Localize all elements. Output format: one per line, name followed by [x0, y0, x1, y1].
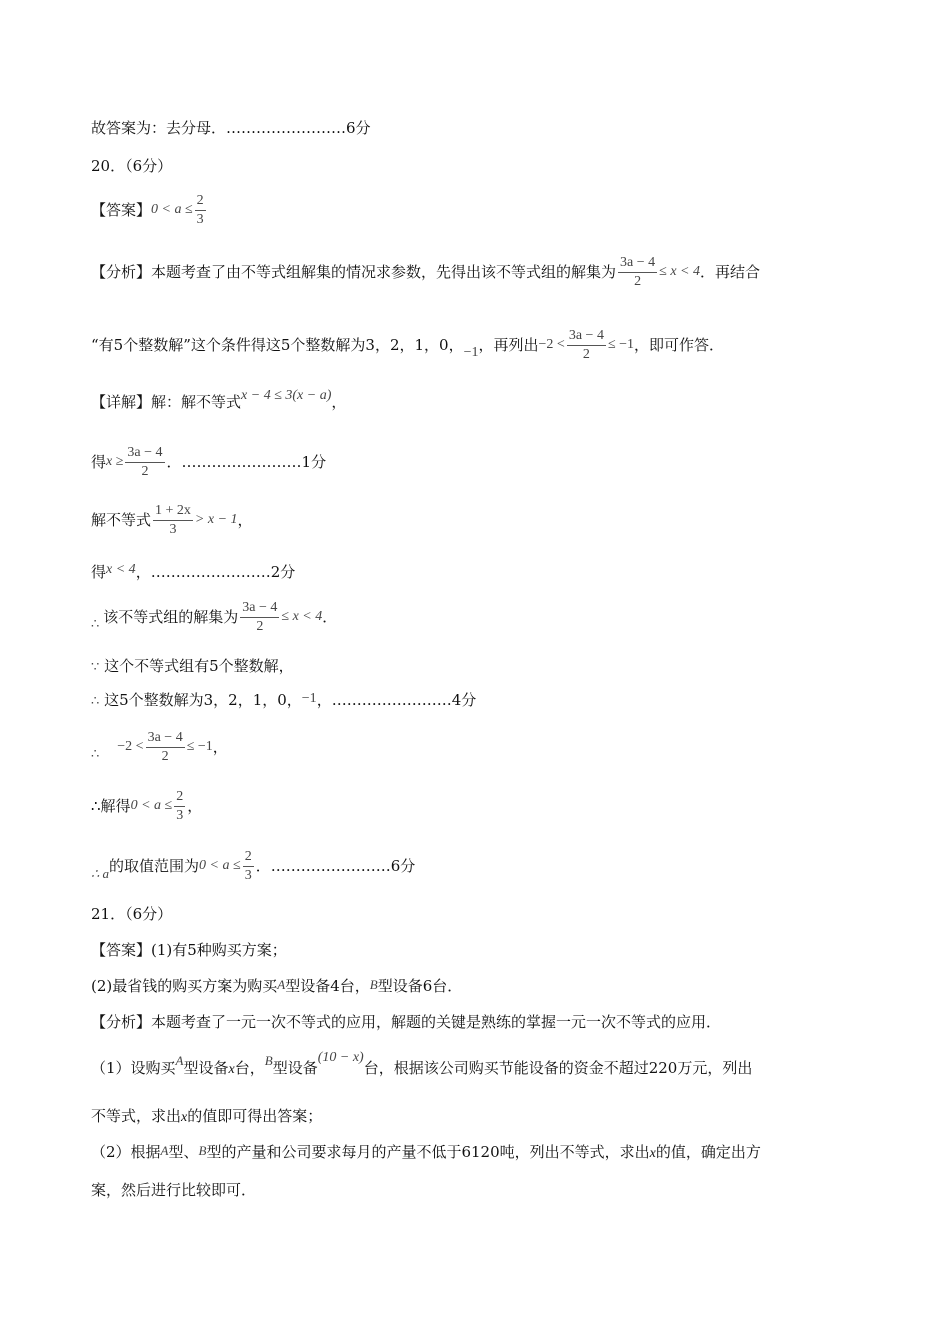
var-x: x	[649, 1146, 656, 1161]
analysis-inequality-right: ≤ −1	[607, 337, 635, 352]
q20-step6	[91, 690, 476, 712]
fraction-numerator: 3a − 4	[146, 729, 185, 748]
therefore-symbol: ∴	[91, 617, 100, 632]
step-fraction	[243, 848, 254, 885]
step-inequality: 0 < a ≤	[130, 798, 173, 813]
step-fraction	[240, 599, 279, 636]
punctuation: ，	[331, 393, 347, 411]
fraction-numerator: 2	[243, 848, 254, 867]
punctuation: ，	[212, 738, 228, 756]
step-inequality: ≤ x < 4	[281, 609, 323, 624]
neg-one: −1	[301, 691, 317, 706]
answer-text: 型设备6台．	[377, 977, 463, 995]
analysis-inequality: ≤ x < 4	[659, 264, 700, 279]
step-inequality-right: ≤ −1	[186, 739, 213, 754]
fraction-numerator: 2	[195, 192, 206, 211]
punctuation: ，	[187, 797, 203, 815]
detail-text: 解：解不等式	[151, 393, 242, 411]
answer-label: 【答案】	[91, 941, 152, 959]
analysis-text: 本题考查了一元一次不等式的应用，解题的关键是熟练的掌握一元一次不等式的应用．	[151, 1013, 722, 1031]
therefore-a-symbol: ∴ a	[91, 866, 110, 881]
answer-label: 【答案】	[91, 201, 152, 219]
step-inequality: x < 4	[106, 562, 136, 577]
therefore-symbol: ∴	[91, 747, 100, 762]
step-text: 解得	[100, 797, 131, 815]
step-text: 解不等式	[91, 511, 152, 529]
analysis-text: ，再列出	[478, 336, 539, 354]
part-text: （1）设购买	[91, 1059, 176, 1077]
q20-analysis-line1	[91, 252, 760, 292]
step-text: 得	[91, 563, 107, 581]
part-text: 案，然后进行比较即可．	[91, 1181, 257, 1199]
fraction-denominator: 2	[634, 273, 642, 289]
analysis-inequality-left: −2 <	[538, 337, 565, 352]
analysis-neg-one: −1	[463, 345, 479, 360]
step-score: ，……………………4分	[316, 691, 477, 709]
part-text: 的值即可得出答案；	[187, 1107, 323, 1125]
q20-header-text: 20．（6分）	[91, 157, 173, 175]
q20-step2	[91, 500, 253, 540]
part-text: 型设备	[272, 1059, 318, 1077]
q21-answer-2	[91, 976, 462, 997]
step-text: 这5个整数解为3，2，1，0，	[104, 691, 302, 709]
q21-part2-line2	[91, 1180, 256, 1200]
part-text: 型的产量和公司要求每月的产量不低于6120吨，列出不等式，求出	[206, 1143, 650, 1161]
fraction-denominator: 3	[196, 211, 204, 227]
q21-header	[91, 904, 172, 924]
analysis-label: 【分析】	[91, 263, 152, 281]
step-text: 这个不等式组有5个整数解，	[104, 657, 294, 675]
fraction-numerator: 3a − 4	[125, 444, 164, 463]
punctuation: ，	[237, 511, 253, 529]
step-inequality-left: −2 <	[117, 739, 144, 754]
step-text: 得	[91, 453, 107, 471]
analysis-text-end: ，即可作答．	[634, 336, 725, 354]
analysis-fraction	[567, 327, 606, 364]
var-B: B	[369, 977, 378, 992]
part-text: 台，根据该公司购买节能设备的资金不超过220万元，列出	[363, 1059, 753, 1077]
step-text: 该不等式组的解集为	[103, 608, 239, 626]
fraction-numerator: 2	[174, 788, 185, 807]
fraction-denominator: 2	[141, 463, 149, 479]
q20-analysis-line2	[91, 325, 724, 365]
step-score: ，……………………2分	[135, 563, 296, 581]
fraction-denominator: 2	[161, 748, 169, 764]
q21-answer-1	[91, 940, 287, 960]
q20-step1	[91, 442, 326, 482]
answer-text: (1)有5种购买方案；	[151, 941, 287, 959]
var-x: x	[181, 1110, 188, 1125]
q20-step7	[91, 724, 228, 770]
fraction-denominator: 3	[169, 521, 177, 537]
analysis-text: 本题考查了由不等式组解集的情况求参数，先得出该不等式组的解集为	[151, 263, 617, 281]
q20-answer	[91, 190, 208, 230]
part-text: 型设备	[183, 1059, 229, 1077]
analysis-fraction	[618, 254, 657, 291]
analysis-label: 【分析】	[91, 1013, 152, 1031]
step-text: 的取值范围为	[109, 857, 200, 875]
fraction-denominator: 2	[256, 618, 264, 634]
var-A: A	[175, 1053, 184, 1068]
answer-fraction	[195, 192, 206, 229]
because-symbol: ∵	[91, 660, 100, 675]
punctuation: ．	[322, 608, 338, 626]
fraction-numerator: 3a − 4	[618, 254, 657, 273]
expression: (10 − x)	[317, 1050, 364, 1065]
part-text: 的值，确定出方	[655, 1143, 761, 1161]
step-inequality: x ≥	[106, 454, 124, 469]
var-B: B	[264, 1053, 273, 1068]
var-A: A	[277, 977, 286, 992]
q21-header-text: 21．（6分）	[91, 905, 173, 923]
var-A: A	[160, 1143, 169, 1158]
q19-conclusion-text: 故答案为：去分母．……………………6分	[91, 119, 371, 137]
therefore-symbol: ∴	[91, 797, 101, 815]
part-text: 型、	[168, 1143, 199, 1161]
fraction-denominator: 3	[176, 807, 184, 823]
q21-part2	[91, 1142, 761, 1164]
analysis-text-end: ．再结合	[700, 263, 761, 281]
fraction-denominator: 3	[244, 867, 252, 883]
detail-label: 【详解】	[91, 393, 152, 411]
q20-step3	[91, 562, 295, 584]
var-x: x	[228, 1062, 235, 1077]
step-fraction	[146, 729, 185, 766]
q20-step5	[91, 656, 294, 678]
q20-step8	[91, 786, 202, 826]
q21-part1	[91, 1050, 753, 1080]
step-score: ．……………………6分	[255, 857, 416, 875]
step-inequality: > x − 1	[194, 512, 238, 527]
fraction-numerator: 3a − 4	[240, 599, 279, 618]
fraction-numerator: 3a − 4	[567, 327, 606, 346]
answer-text: 型设备4台，	[285, 977, 370, 995]
answer-inequality: 0 < a ≤	[151, 202, 193, 217]
step-inequality: 0 < a ≤	[199, 858, 241, 873]
part-text: （2）根据	[91, 1143, 161, 1161]
q20-step9	[91, 844, 415, 888]
step-fraction	[125, 444, 164, 481]
fraction-numerator: 1 + 2x	[153, 502, 193, 521]
q20-detail	[91, 388, 347, 414]
q20-header	[91, 156, 172, 176]
analysis-text: “有5个整数解”这个条件得这5个整数解为3，2，1，0，	[91, 336, 464, 354]
q20-step4	[91, 594, 337, 640]
detail-inequality: x − 4 ≤ 3(x − a)	[241, 388, 332, 403]
step-fraction	[153, 502, 193, 539]
q19-conclusion	[91, 118, 371, 138]
q21-part1-line2	[91, 1106, 322, 1128]
part-text: 台，	[234, 1059, 265, 1077]
answer-text: (2)最省钱的购买方案为购买	[91, 977, 278, 995]
part-text: 不等式，求出	[91, 1107, 182, 1125]
var-B: B	[198, 1143, 207, 1158]
q21-analysis	[91, 1012, 721, 1032]
therefore-symbol: ∴	[91, 694, 100, 709]
fraction-denominator: 2	[582, 346, 590, 362]
step-fraction	[174, 788, 185, 825]
step-score: ．……………………1分	[166, 453, 327, 471]
